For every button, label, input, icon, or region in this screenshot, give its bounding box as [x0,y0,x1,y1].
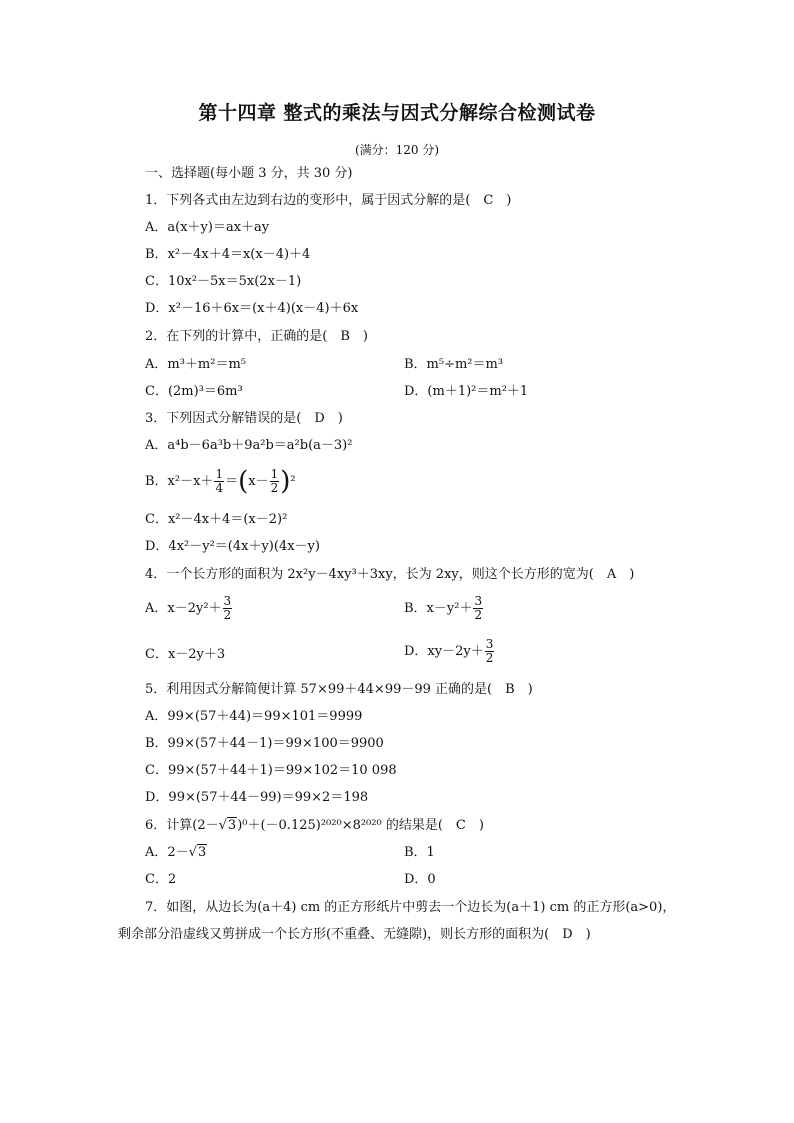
section-heading: 一、选择题(每小题 3 分，共 30 分) [145,166,353,181]
q1-option-c: C．10x²－5x＝5x(2x－1) [145,274,302,289]
q3-b-prefix: B．x²－x＋ [145,474,214,489]
fraction-numerator: 1 [270,467,279,481]
q3-option-b [145,468,296,495]
question-2: 2．在下列的计算中，正确的是( B ) [145,329,368,344]
equals-sign: ＝ [225,474,239,489]
q3-option-c: C．x²－4x＋4＝(x－2)² [145,512,288,527]
fraction-denominator: 2 [223,608,232,622]
fraction-denominator: 2 [270,481,279,495]
q4-a-prefix: A．x－2y²＋ [145,601,222,616]
fraction [473,595,483,622]
q4-option-b [404,595,484,622]
fraction [214,468,224,495]
q4-option-a [145,595,233,622]
fraction-denominator: 2 [485,651,494,665]
question-6 [145,817,484,835]
fraction-numerator: 1 [215,467,224,481]
q6-option-b: B．1 [404,845,435,860]
q5-option-d: D．99×(57＋44－99)＝99×2＝198 [145,790,369,805]
q5-option-a: A．99×(57＋44)＝99×101＝9999 [145,709,363,724]
radicand: 3 [197,845,207,860]
fraction [223,595,233,622]
fraction [485,638,495,665]
fraction-numerator: 3 [485,637,494,651]
q4-b-prefix: B．x－y²＋ [404,601,473,616]
question-3: 3．下列因式分解错误的是( D ) [145,411,343,426]
left-paren-icon: ( [238,466,249,497]
q6-stem-suffix: )⁰＋(－0.125)²⁰²⁰×8²⁰²⁰ 的结果是( C ) [237,818,484,833]
q4-option-d [404,638,495,665]
question-7-line-1: 7．如图，从边长为(a＋4) cm 的正方形纸片中剪去一个边长为(a＋1) cm 的正方形(a>0)， [145,900,676,915]
fraction [270,468,280,495]
fraction-denominator: 2 [474,608,483,622]
right-paren-icon: ) [280,466,291,497]
fraction-denominator: 4 [215,481,224,495]
q6-option-a [145,844,207,862]
q4-option-c: C．x－2y＋3 [145,647,226,662]
q2-option-c: C．(2m)³＝6m³ [145,384,243,399]
q6-option-c: C．2 [145,872,177,887]
question-7-line-2: 剩余部分沿虚线又剪拼成一个长方形(不重叠、无缝隙)，则长方形的面积为( D ) [118,927,591,942]
q5-option-c: C．99×(57＋44＋1)＝99×102＝10 098 [145,763,397,778]
fraction-numerator: 3 [223,594,232,608]
q3-option-d: D．4x²－y²＝(4x＋y)(4x－y) [145,539,320,554]
q2-option-d: D．(m＋1)²＝m²＋1 [404,384,529,399]
score-note: (满分：120 分) [354,143,440,157]
question-1: 1．下列各式由左边到右边的变形中，属于因式分解的是( C ) [145,193,512,208]
q1-option-b: B．x²－4x＋4＝x(x－4)＋4 [145,247,311,262]
q6-option-d: D．0 [404,872,436,887]
page-title: 第十四章 整式的乘法与因式分解综合检测试卷 [198,102,596,124]
q3-option-a: A．a⁴b－6a³b＋9a²b＝a²b(a－3)² [145,438,353,453]
q4-d-prefix: D．xy－2y＋ [404,644,484,659]
fraction-numerator: 3 [474,594,483,608]
q1-option-a: A．a(x＋y)＝ax＋ay [145,220,270,235]
q1-option-d: D．x²－16＋6x＝(x＋4)(x－4)＋6x [145,301,359,316]
q6-stem-prefix: 6．计算(2－√ [145,818,227,833]
q2-option-a: A．m³＋m²＝m⁵ [145,357,247,372]
q6-a-prefix: A．2－√ [145,845,197,860]
question-5: 5．利用因式分解简便计算 57×99＋44×99－99 正确的是( B ) [145,682,533,697]
q2-option-b: B．m⁵÷m²＝m³ [404,357,504,372]
q5-option-b: B．99×(57＋44－1)＝99×100＝9900 [145,736,384,751]
q3-b-inner: x－ [248,474,269,489]
radicand: 3 [227,818,237,833]
question-4: 4．一个长方形的面积为 2x²y－4xy³＋3xy，长为 2xy，则这个长方形的宽为( A ) [145,567,635,582]
exponent: ² [290,474,296,489]
